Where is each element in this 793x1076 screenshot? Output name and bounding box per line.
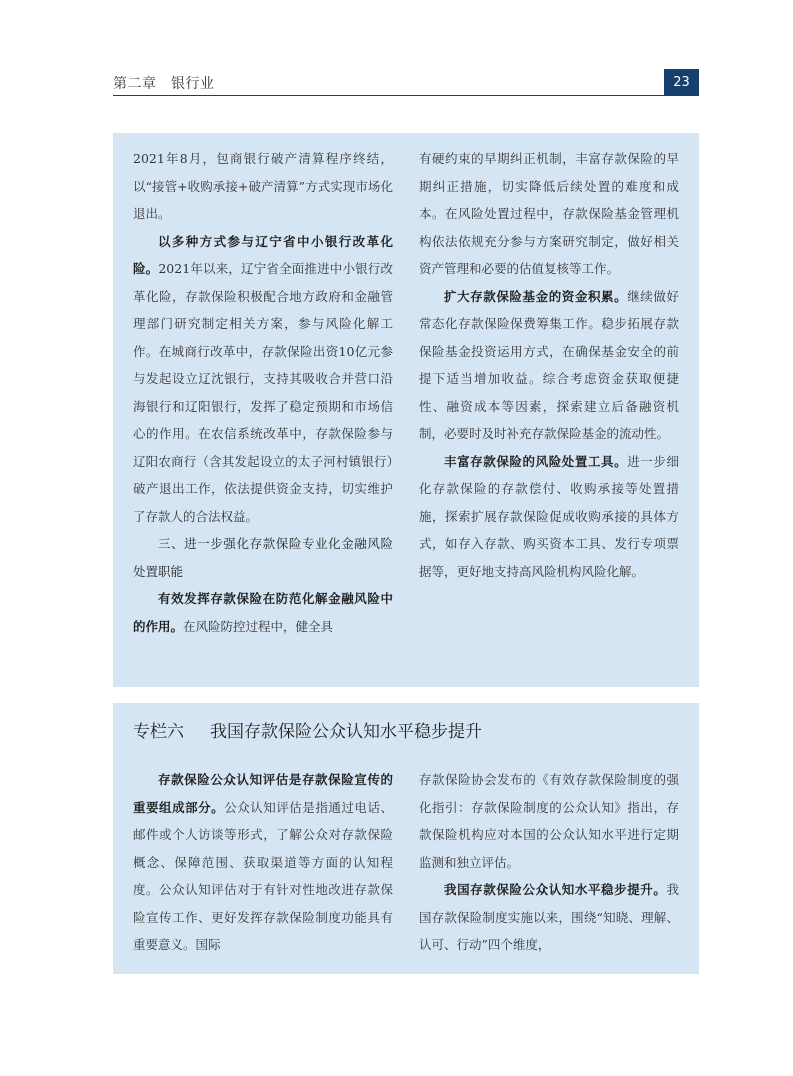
page-number: 23 [664,69,699,96]
paragraph-lead: 扩大存款保险基金的资金积累。 [444,288,628,304]
paragraph-lead: 存款保险公众认知评估是存款保险宣传的重要组成部分。 [133,772,393,815]
paragraph [419,766,679,876]
paragraph [133,228,393,531]
paragraph [133,766,393,959]
paragraph-text: 2021年以来，辽宁省全面推进中小银行改革化险，存款保险积极配合地方政府和金融管理部门研究制定相关方案，参与风险化解工作。在城商行改革中，存款保险出资10亿元参与发起设立辽沈银行，支持其吸收合并营口沿海银行和辽阳银行，发挥了稳定预期和市场信心的作用。在农信系统改革中，存款保险参与辽阳农商行（含其发起设立的太子河村镇银行）破产退出工作，依法提供资金支持，切实维护了存款人的合法权益。 [133,261,393,524]
paragraph-lead: 丰富存款保险的风险处置工具。 [444,453,628,469]
paragraph-text: 在风险防控过程中，健全具 [183,618,334,634]
box-title-label: 专栏六 [133,722,184,742]
paragraph [133,585,393,640]
box-title [133,717,482,742]
paragraph-lead: 有效发挥存款保险在防范化解金融风险中的作用。 [133,591,393,634]
text-box-1 [113,133,699,687]
paragraph-lead: 我国存款保险公众认知水平稳步提升。 [444,882,667,897]
paragraph [419,448,679,586]
paragraph [133,145,393,228]
section-heading: 三、进一步强化存款保险专业化金融风险处置职能 [133,536,393,579]
header-chapter: 第二章 银行业 [113,76,215,92]
paragraph-text: 继续做好常态化存款保险保费筹集工作。稳步拓展存款保险基金投资运用方式，在确保基金安全的前提下适当增加收益。综合考虑资金获取便捷性、融资成本等因素，探索建立后备融资机制，必要时及时补充存款保险基金的流动性。 [419,288,679,441]
box-title-text: 我国存款保险公众认知水平稳步提升 [210,722,482,742]
paragraph [419,876,679,959]
paragraph-text: 2021年8月，包商银行破产清算程序终结，以“接管+收购承接+破产清算”方式实现市场化退出。 [133,151,393,221]
box1-left-column [133,145,393,640]
paragraph-text: 进一步细化存款保险的存款偿付、收购承接等处置措施，探索扩展存款保险促成收购承接的具体方式，如存入存款、购买资本工具、发行专项票据等，更好地支持高风险机构风险化解。 [419,453,679,579]
box1-right-column [419,145,679,585]
paragraph [419,145,679,283]
box2-left-column [133,766,393,959]
paragraph-text: 有硬约束的早期纠正机制，丰富存款保险的早期纠正措施，切实降低后续处置的难度和成本。在风险处置过程中，存款保险基金管理机构依法依规充分参与方案研究制定，做好相关资产管理和必要的估值复核等工作。 [419,151,679,276]
paragraph-text: 存款保险协会发布的《有效存款保险制度的强化指引：存款保险制度的公众认知》指出，存款保险机构应对本国的公众认知水平进行定期监测和独立评估。 [419,772,679,870]
paragraph-lead: 以多种方式参与辽宁省中小银行改革化险。 [133,233,393,276]
sidebar-box-6 [113,703,699,974]
paragraph-text: 我国存款保险制度实施以来，围绕“知晓、理解、认可、行动”四个维度， [419,882,679,952]
paragraph-text: 公众认知评估是指通过电话、邮件或个人访谈等形式，了解公众对存款保险概念、保障范围、获取渠道等方面的认知程度。公众认知评估对于有针对性地改进存款保险宣传工作、更好发挥存款保险制度功能具有重要意义。国际 [133,799,393,952]
header-rule [113,95,699,96]
box2-right-column [419,766,679,959]
paragraph [419,283,679,448]
